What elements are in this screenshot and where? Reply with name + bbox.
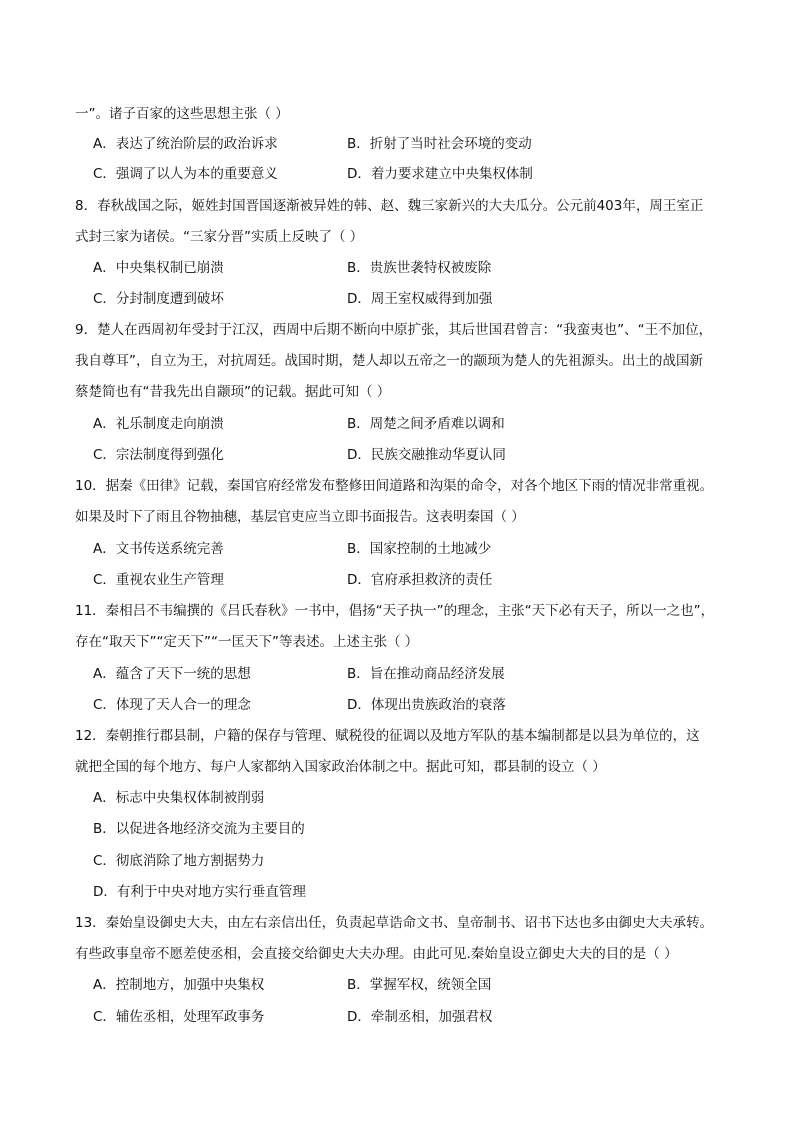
q9-stem-line-3: 蔡楚简也有“昔我先出自颛顼”的记载。据此可知（ ） [75, 384, 391, 400]
q11-stem-line-1: 11．秦相吕不韦编撰的《吕氏春秋》一书中，倡扬“天子执一”的理念，主张“天下必有天子，所以一之也”， [75, 603, 715, 619]
q12-option-d[interactable]: D．有利于中央对地方实行垂直管理 [93, 884, 306, 900]
q8-option-c[interactable]: C．分封制度遭到破坏 [93, 291, 224, 307]
q10-stem-line-2: 如果及时下了雨且谷物抽穗，基层官吏应当立即书面报告。这表明秦国（ ） [75, 509, 525, 525]
q11-option-b[interactable]: B．旨在推动商品经济发展 [347, 666, 505, 682]
q9-option-c[interactable]: C．宗法制度得到强化 [93, 447, 224, 463]
q11-stem-line-2: 存在“取天下”“定天下”“一匡天下”等表述。上述主张（ ） [75, 634, 419, 650]
q13-option-a[interactable]: A．控制地方，加强中央集权 [93, 977, 265, 993]
q10-option-a[interactable]: A．文书传送系统完善 [93, 541, 224, 557]
q12-option-b[interactable]: B．以促进各地经济交流为主要目的 [93, 821, 305, 837]
q9-stem-line-2: 我自尊耳”，自立为王，对抗周廷。战国时期，楚人却以五帝之一的颛顼为楚人的先祖源头。出土的战国新 [75, 353, 703, 369]
q11-option-c[interactable]: C．体现了天人合一的理念 [93, 697, 251, 713]
q12-option-c[interactable]: C．彻底消除了地方割据势力 [93, 853, 265, 869]
q10-stem-line-1: 10．据秦《田律》记载，秦国官府经常发布整修田间道路和沟渠的命令，对各个地区下雨的情况非常重视。 [75, 478, 714, 494]
q11-option-a[interactable]: A．蕴含了天下一统的思想 [93, 666, 251, 682]
q7-option-d[interactable]: D．着力要求建立中央集权体制 [347, 166, 533, 182]
q8-option-a[interactable]: A．中央集权制已崩溃 [93, 260, 224, 276]
q9-option-b[interactable]: B．周楚之间矛盾难以调和 [347, 416, 505, 432]
q9-option-d[interactable]: D．民族交融推动华夏认同 [347, 447, 506, 463]
q9-option-a[interactable]: A．礼乐制度走向崩溃 [93, 416, 224, 432]
q7-option-b[interactable]: B．折射了当时社会环境的变动 [347, 136, 532, 152]
q10-option-d[interactable]: D．官府承担救济的责任 [347, 572, 493, 588]
q8-option-b[interactable]: B．贵族世袭特权被废除 [347, 260, 492, 276]
q13-option-d[interactable]: D．牵制丞相，加强君权 [347, 1009, 493, 1025]
q13-stem-line-2: 有些政事皇帝不愿差使丞相，会直接交给御史大夫办理。由此可见.秦始皇设立御史大夫的目的是（ ） [75, 946, 678, 962]
q7-stem-tail: 一”。诸子百家的这些思想主张（ ） [75, 106, 289, 122]
q11-option-d[interactable]: D．体现出贵族政治的衰落 [347, 697, 506, 713]
q10-option-b[interactable]: B．国家控制的土地减少 [347, 541, 492, 557]
q13-option-b[interactable]: B．掌握军权，统领全国 [347, 977, 492, 993]
q12-stem-line-2: 就把全国的每个地方、每户人家都纳入国家政治体制之中。据此可知，郡县制的设立（ ） [75, 759, 606, 775]
q12-stem-line-1: 12．秦朝推行郡县制，户籍的保存与管理、赋税役的征调以及地方军队的基本编制都是以县为单位的，这 [75, 728, 700, 744]
q8-option-d[interactable]: D．周王室权威得到加强 [347, 291, 493, 307]
q9-stem-line-1: 9．楚人在西周初年受封于江汉，西周中后期不断向中原扩张，其后世国君曾言：“我蛮夷也”、“王不加位， [75, 322, 713, 338]
q7-option-c[interactable]: C．强调了以人为本的重要意义 [93, 166, 278, 182]
q8-stem-line-1: 8．春秋战国之际，姬姓封国晋国逐渐被异姓的韩、赵、魏三家新兴的大夫瓜分。公元前403年，周王室正 [75, 198, 704, 214]
q10-option-c[interactable]: C．重视农业生产管理 [93, 572, 224, 588]
q12-option-a[interactable]: A．标志中央集权体制被削弱 [93, 790, 265, 806]
q13-option-c[interactable]: C．辅佐丞相，处理军政事务 [93, 1009, 265, 1025]
q13-stem-line-1: 13．秦始皇设御史大夫，由左右亲信出任，负责起草诰命文书、皇帝制书、诏书下达也多由御史大夫承转。 [75, 915, 714, 931]
q8-stem-line-2: 式封三家为诸侯。“三家分晋”实质上反映了（ ） [75, 229, 364, 245]
q7-option-a[interactable]: A．表达了统治阶层的政治诉求 [93, 136, 278, 152]
